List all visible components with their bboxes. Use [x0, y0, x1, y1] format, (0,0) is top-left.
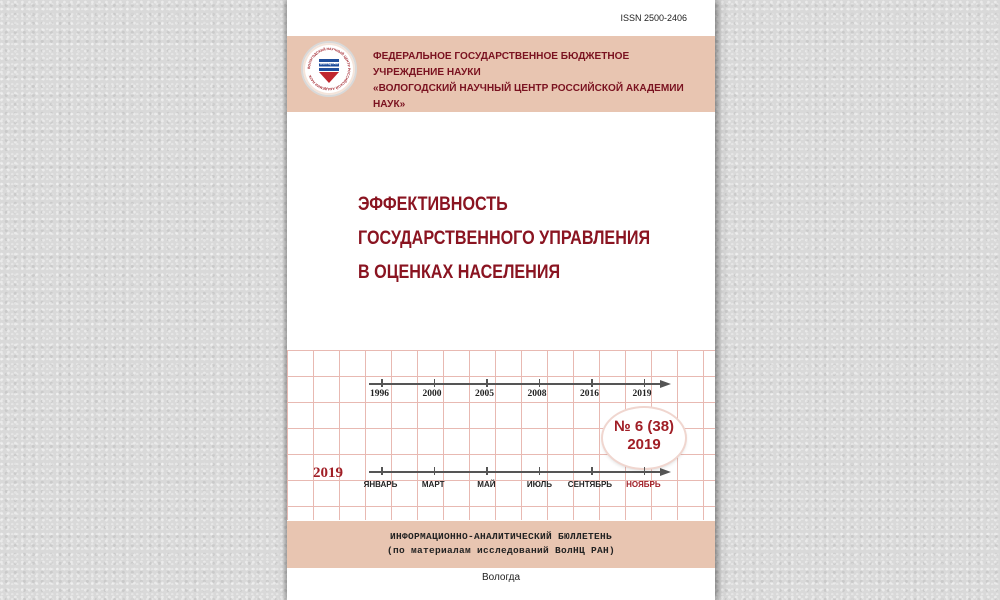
issue-badge [603, 408, 685, 468]
year-tick [486, 379, 488, 387]
year-timeline-axis [369, 383, 663, 385]
year-label: 2016 [580, 389, 599, 399]
year-label: 2008 [527, 389, 547, 399]
year-label: 1996 [370, 389, 389, 399]
bulletin-cover [287, 0, 715, 600]
bulletin-title [358, 188, 651, 290]
month-tick [486, 467, 488, 475]
year-tick [434, 379, 436, 387]
month-tick [381, 467, 383, 475]
title-line3: В ОЦЕНКАХ НАСЕЛЕНИЯ [358, 262, 561, 283]
month-label: СЕНТЯБРЬ [567, 480, 613, 489]
organization-name [373, 48, 695, 112]
month-tick [644, 467, 646, 475]
organization-band [287, 36, 715, 112]
year-tick [591, 379, 593, 387]
bulletin-type-band [287, 521, 715, 568]
month-tick [591, 467, 593, 475]
volnc-logo-emblem [303, 43, 355, 95]
year-label: 2000 [422, 389, 442, 399]
year-label: 2005 [475, 389, 494, 399]
volnc-logo [301, 41, 357, 97]
organization-line1: ФЕДЕРАЛЬНОЕ ГОСУДАРСТВЕННОЕ БЮДЖЕТНОЕ УЧРЕЖДЕНИЕ НАУКИ [373, 50, 630, 78]
month-label: НОЯБРЬ [626, 480, 661, 489]
organization-line2: «ВОЛОГОДСКИЙ НАУЧНЫЙ ЦЕНТР РОССИЙСКОЙ АКАДЕМИИ НАУК» [373, 82, 684, 110]
bulletin-source: (по материалам исследований ВолНЦ РАН) [386, 545, 616, 556]
year-tick [644, 379, 646, 387]
year-tick [381, 379, 383, 387]
month-label: МАРТ [421, 480, 445, 489]
issue-number: № 6 (38) [613, 418, 675, 435]
title-line1: ЭФФЕКТИВНОСТЬ [358, 194, 508, 215]
logo-ring-text: ВОЛОГОДСКИЙ НАУЧНЫЙ ЦЕНТР РОССИЙСКОЙ АКАДЕМИИ НАУК [306, 46, 352, 92]
month-label: ЯНВАРЬ [363, 480, 398, 489]
month-label: ИЮЛЬ [526, 480, 552, 489]
issn-number: ISSN 2500-2406 [620, 13, 687, 23]
year-label: 2019 [632, 389, 652, 399]
year-tick [539, 379, 541, 387]
month-tick [539, 467, 541, 475]
logo-text: ВолНЦ РАН [319, 61, 339, 66]
publication-city: Вологда [481, 572, 521, 583]
issue-year: 2019 [627, 436, 661, 453]
timeline-current-year: 2019 [313, 465, 343, 481]
bulletin-type: ИНФОРМАЦИОННО-АНАЛИТИЧЕСКИЙ БЮЛЛЕТЕНЬ [389, 531, 613, 542]
month-label: МАЙ [477, 480, 496, 489]
year-timeline-arrow [660, 380, 671, 388]
title-line2: ГОСУДАРСТВЕННОГО УПРАВЛЕНИЯ [358, 228, 651, 249]
month-timeline-arrow [660, 468, 671, 476]
month-timeline-axis [369, 471, 663, 473]
month-tick [434, 467, 436, 475]
